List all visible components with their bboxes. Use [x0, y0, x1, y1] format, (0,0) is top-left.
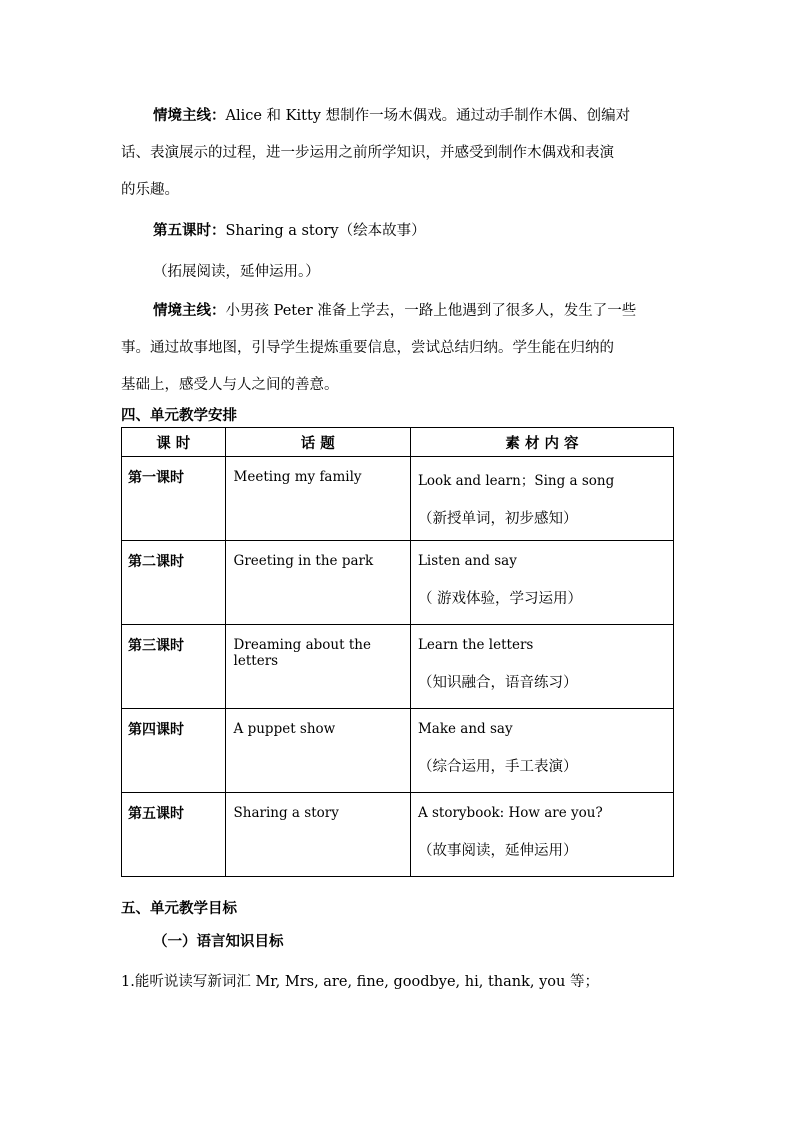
- topic-cell: Dreaming about the letters: [233, 637, 371, 669]
- topic-cell: A puppet show: [233, 721, 336, 737]
- header-lesson: 课 时: [122, 428, 226, 457]
- material-cell: Listen and say: [417, 553, 517, 569]
- intro-paragraph-1-line-3: 的乐趣。: [121, 182, 179, 198]
- header-material: 素 材 内 容: [410, 428, 673, 457]
- intro-paragraph-2-line-3: 基础上，感受人与人之间的善意。: [121, 377, 339, 393]
- lesson-5-label: 第五课时：: [153, 222, 226, 239]
- section-5-subheading: （一）语言知识目标: [153, 933, 284, 950]
- material-cell: Learn the letters: [417, 637, 534, 653]
- table-row: [122, 625, 674, 709]
- lesson-cell: 第五课时: [128, 806, 184, 822]
- table-row: [122, 457, 674, 541]
- header-topic: 话 题: [225, 428, 410, 457]
- intro-paragraph-2-line-1: 情境主线：小男孩 Peter 准备上学去，一路上他遇到了很多人，发生了一些: [153, 302, 637, 319]
- table-row: [122, 709, 674, 793]
- table-row: [122, 541, 674, 625]
- unit-schedule-table: [121, 427, 674, 877]
- table-header-row: [122, 428, 674, 457]
- material-note: （综合运用，手工表演）: [417, 759, 578, 775]
- section-4-heading: 四、单元教学安排: [121, 407, 237, 424]
- context-label: 情境主线：: [153, 302, 226, 319]
- lesson-5-title: 第五课时：Sharing a story（绘本故事）: [153, 222, 426, 239]
- lesson-cell: 第二课时: [128, 554, 184, 570]
- intro-paragraph-1-line-2: 话、表演展示的过程，进一步运用之前所学知识，并感受到制作木偶戏和表演: [121, 145, 614, 161]
- topic-cell: Greeting in the park: [233, 553, 374, 569]
- intro-paragraph-1-line-1: 情境主线：Alice 和 Kitty 想制作一场木偶戏。通过动手制作木偶、创编对: [153, 107, 631, 124]
- material-note: （新授单词，初步感知）: [417, 511, 578, 527]
- lesson-cell: 第四课时: [128, 722, 184, 738]
- material-cell: Make and say: [417, 721, 513, 737]
- material-note: （故事阅读，延伸运用）: [417, 843, 578, 859]
- intro-paragraph-2-line-2: 事。通过故事地图，引导学生提炼重要信息，尝试总结归纳。学生能在归纳的: [121, 340, 614, 356]
- section-5-heading: 五、单元教学目标: [121, 900, 237, 917]
- table-row: [122, 793, 674, 877]
- topic-cell: Meeting my family: [233, 469, 362, 485]
- context-label: 情境主线：: [153, 107, 226, 124]
- objective-item-1: 1.能听说读写新词汇 Mr, Mrs, are, fine, goodbye, hi, thank, you 等；: [121, 974, 599, 990]
- material-cell: Look and learn；Sing a song: [417, 473, 615, 489]
- lesson-5-note: （拓展阅读，延伸运用。）: [153, 264, 320, 280]
- topic-cell: Sharing a story: [233, 805, 339, 821]
- material-note: （ 游戏体验，学习运用）: [417, 591, 583, 607]
- lesson-cell: 第三课时: [128, 638, 184, 654]
- material-cell: A storybook: How are you?: [417, 805, 603, 821]
- lesson-cell: 第一课时: [128, 470, 184, 486]
- material-note: （知识融合，语音练习）: [417, 675, 578, 691]
